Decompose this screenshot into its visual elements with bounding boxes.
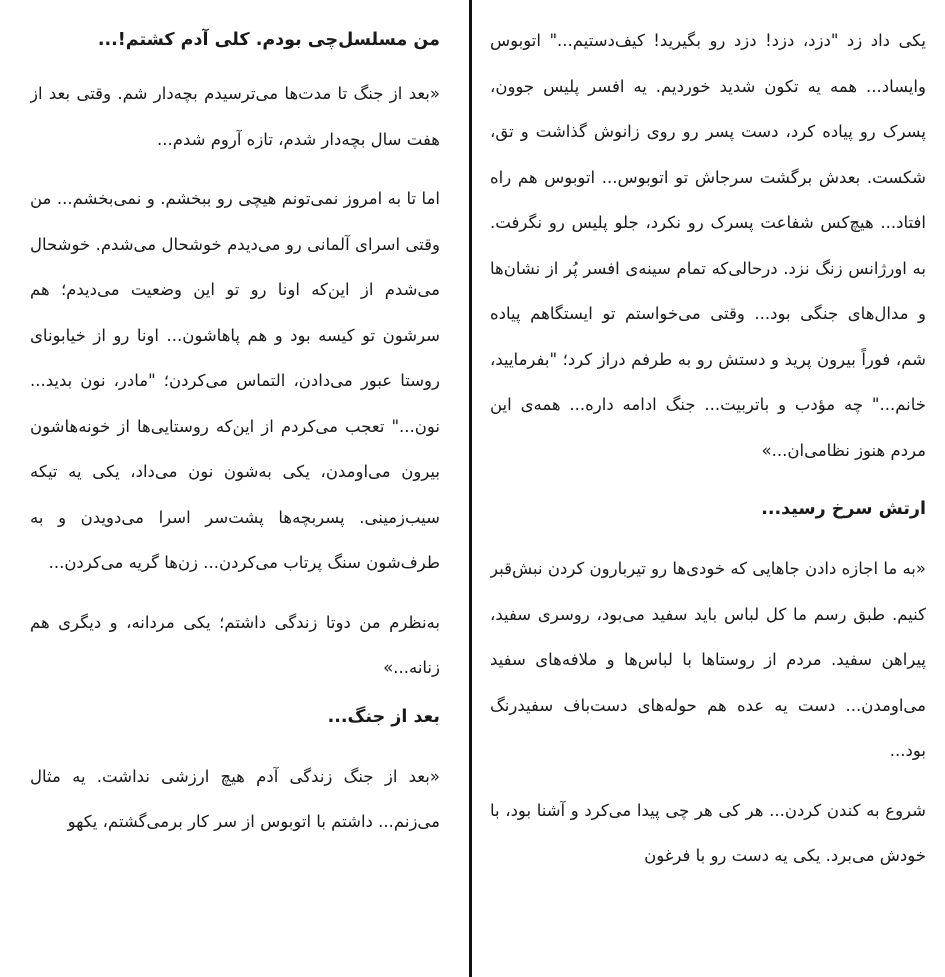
right-heading-red-army: ارتش سرخ رسید... xyxy=(761,499,926,519)
right-paragraph-2: «به ما اجازه دادن جاهایی که خودی‌ها رو تیربارون کردن نبش‌قبر کنیم. طبق رسم ما کل لباس باید سفید می‌بود، روسری سفید، پیراهن سفید. مردم از روستاها با لباس‌ها و ملافه‌های سفید می‌اومدن... دست یه عده هم حوله‌های دست‌باف سفیدرنگ بود... xyxy=(490,559,926,760)
left-paragraph-1: «بعد از جنگ تا مدت‌ها می‌ترسیدم بچه‌دار شم. وقتی بعد از هفت سال بچه‌دار شدم، تازه آروم شدم... xyxy=(30,84,440,149)
right-paragraph-3: شروع به کندن کردن... هر کی هر چی پیدا می‌کرد و آشنا بود، با خودش می‌برد. یکی یه دست رو با فرغون xyxy=(490,800,926,865)
column-divider xyxy=(469,0,472,977)
left-paragraph-2: اما تا به امروز نمی‌تونم هیچی رو ببخشم. و نمی‌بخشم... من وقتی اسرای آلمانی رو می‌دیدم خوشحال می‌شدم. خوشحال می‌شدم از این‌که اونا رو تو این وضعیت می‌دیدم؛ هم سرشون تو کیسه بود و هم پاهاشون... اونا رو از خیابونای روستا عبور می‌دادن، التماس می‌کردن؛ "مادر، نون بدید... نون..." تعجب می‌کردم از این‌که روستایی‌ها از خونه‌هاشون بیرون می‌اومدن، یکی به‌شون نون می‌داد، یکی یه تیکه سیب‌زمینی. پسربچه‌ها پشت‌سر اسرا می‌دویدن و به طرف‌شون سنگ پرتاب می‌کردن... زن‌ها گریه می‌کردن... xyxy=(30,189,440,572)
left-paragraph-3: به‌نظرم من دوتا زندگی داشتم؛ یکی مردانه، و دیگری هم زنانه...» xyxy=(30,612,440,677)
left-heading-after-war: بعد از جنگ... xyxy=(327,706,440,727)
left-heading-machine-gunner: من مسلسل‌چی بودم. کلی آدم کشتم!... xyxy=(97,30,440,50)
left-paragraph-4: «بعد از جنگ زندگی آدم هیچ ارزشی نداشت. یه مثال می‌زنم... داشتم با اتوبوس از سر کار برمی‌گشتم، یکهو xyxy=(30,766,440,831)
left-page-column xyxy=(30,0,440,977)
right-page-column xyxy=(490,0,926,977)
right-paragraph-1: یکی داد زد "دزد، دزد! دزد رو بگیرید! کیف‌دستیم..." اتوبوس وایساد... همه یه تکون شدید خوردیم. یه افسر پلیس جوون، پسرک رو پیاده کرد، دست پسر رو روی زانوش گذاشت و تق، شکست. بعدش برگشت سرجاش تو اتوبوس... اتوبوس هم راه افتاد... هیچ‌کس شفاعت پسرک رو نکرد، جلو پلیس رو نگرفت. به اورژانس زنگ نزد. درحالی‌که تمام سینه‌ی افسر پُر از نشان‌ها و مدال‌های جنگی بود... وقتی می‌خواستم تو ایستگاهم پیاده شم، فوراً بیرون پرید و دستش رو به طرفم دراز کرد؛ "بفرمایید، خانم..." چه مؤدب و باتربیت... جنگ ادامه داره... همه‌ی این مردم هنوز نظامی‌ان...» xyxy=(490,31,926,460)
